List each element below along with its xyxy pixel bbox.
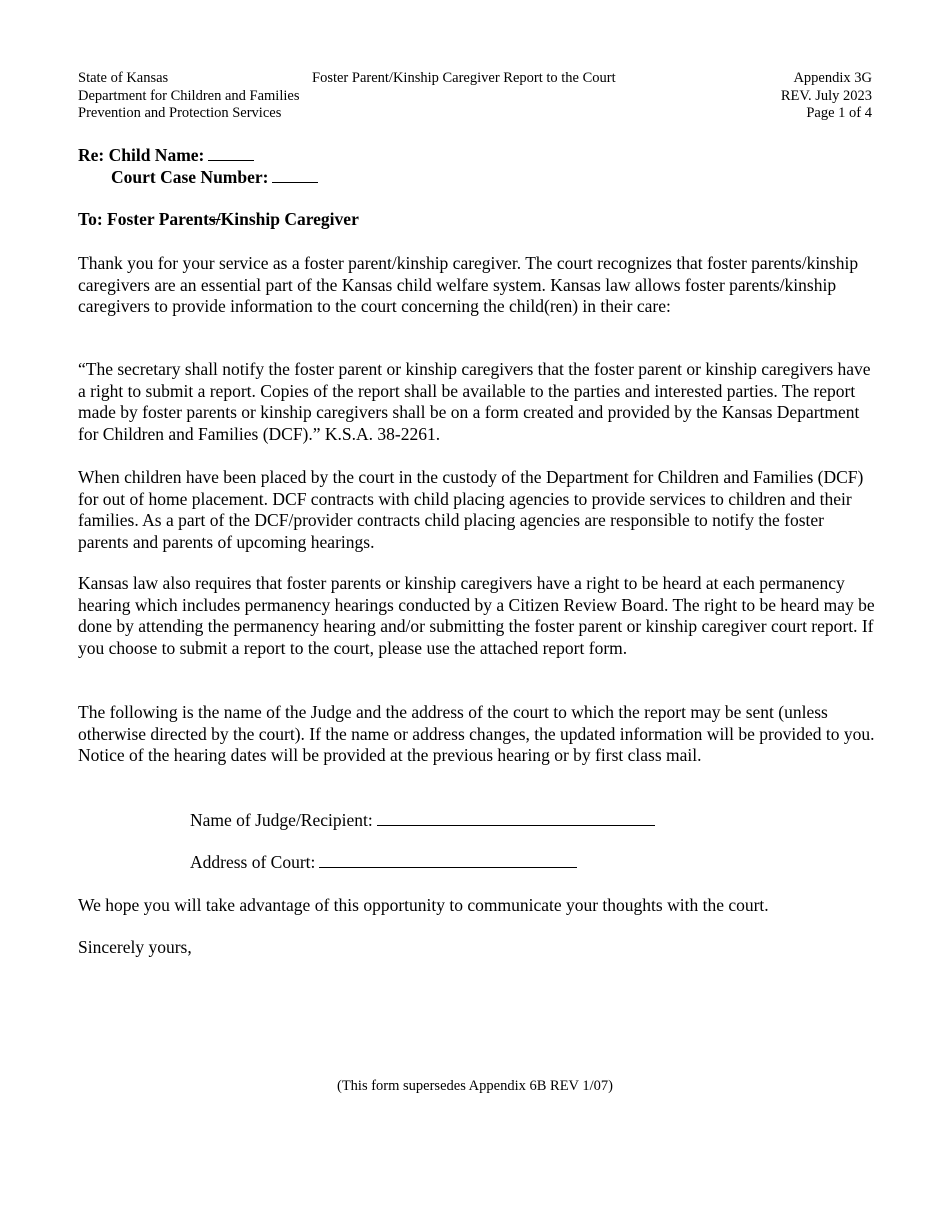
case-number-line: [78, 167, 318, 189]
header-state: State of Kansas: [78, 70, 169, 86]
address-input-line[interactable]: [319, 851, 577, 868]
address-label: Address of Court:: [190, 852, 316, 872]
to-line: [78, 209, 359, 231]
to-struck-text: s/: [208, 209, 221, 229]
paragraph-right-to-be-heard: Kansas law also requires that foster parents or kinship caregivers have a right to be heard at each permanency hearing which includes permanency hearings conducted by a Citizen Review Board. The right to be heard may be done by attending the permanency hearing and/or submitting the foster parent or kinship caregiver court report. If you choose to submit a report to the court, please use the attached report form.: [78, 573, 875, 658]
header-appendix: Appendix 3G: [793, 70, 872, 86]
header-form-title: Foster Parent/Kinship Caregiver Report to the Court: [312, 70, 616, 86]
re-block: [78, 145, 318, 188]
judge-field: [190, 809, 655, 832]
header-left: [78, 70, 299, 123]
child-name-blank[interactable]: [208, 145, 254, 161]
header-right: [781, 70, 872, 123]
child-name-line: [78, 145, 318, 167]
signoff: Sincerely yours,: [78, 937, 192, 957]
judge-input-line[interactable]: [377, 809, 655, 826]
case-number-blank[interactable]: [272, 167, 318, 183]
child-name-label: Re: Child Name:: [78, 145, 205, 165]
closing-paragraph: We hope you will take advantage of this opportunity to communicate your thoughts with the court.: [78, 895, 769, 915]
paragraph-thank-you: Thank you for your service as a foster parent/kinship caregiver. The court recognizes that foster parents/kinship caregivers are an essential part of the Kansas child welfare system. Kansas law allows foster parents/kinship caregivers to provide information to the court concerning the child(ren) in their care:: [78, 253, 859, 316]
paragraph-judge-address: The following is the name of the Judge and the address of the court to which the report may be sent (unless otherwise directed by the court). If the name or address changes, the updated information will be provided to you. Notice of the hearing dates will be provided at the previous hearing or by first class mail.: [78, 702, 875, 765]
footer-note: (This form supersedes Appendix 6B REV 1/07): [336, 1078, 613, 1094]
address-field: [190, 851, 577, 874]
to-suffix: Kinship Caregiver: [220, 209, 359, 229]
paragraph-statute-quote: “The secretary shall notify the foster parent or kinship caregivers that the foster parent or kinship caregivers have a right to submit a report. Copies of the report shall be available to the parties and interested parties. The report made by foster parents or kinship caregivers shall be on a form created and provided by the Kansas Department for Children and Families (DCF).” K.S.A. 38-2261.: [78, 359, 871, 444]
header-page-number: Page 1 of 4: [806, 105, 872, 121]
case-number-label: Court Case Number:: [111, 166, 269, 187]
judge-label: Name of Judge/Recipient:: [190, 810, 373, 830]
to-prefix: To: Foster Parent: [78, 209, 209, 229]
header-department: Department for Children and Families: [78, 87, 300, 104]
paragraph-placement: When children have been placed by the court in the custody of the Department for Children and Families (DCF) for out of home placement. DCF contracts with child placing agencies to provide services to children and their families. As a part of the DCF/provider contracts child placing agencies are responsible to notify the foster parents and parents of upcoming hearings.: [78, 467, 864, 552]
header-revision: REV. July 2023: [780, 87, 872, 104]
header-division: Prevention and Protection Services: [78, 105, 282, 121]
